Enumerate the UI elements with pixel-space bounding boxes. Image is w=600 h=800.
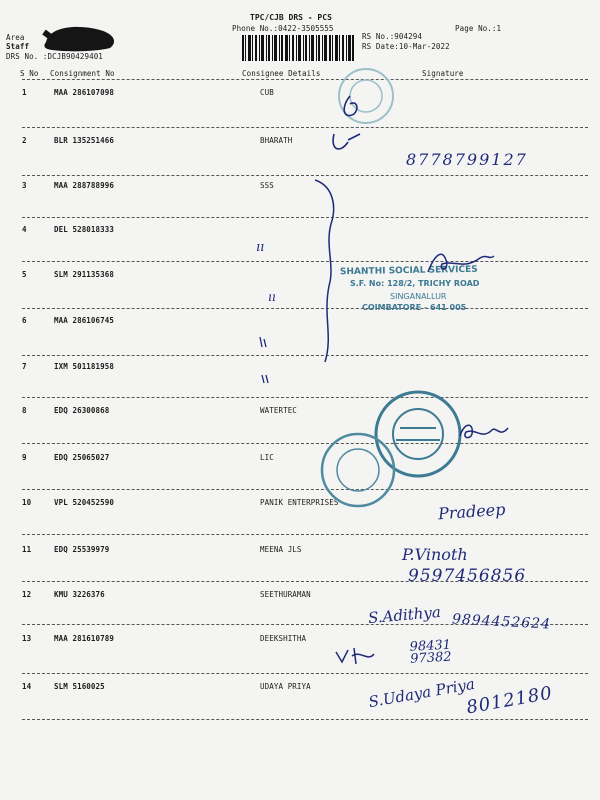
signature-row-10: Pradeep — [437, 499, 506, 524]
staff-label: Staff — [6, 42, 30, 51]
signature-mark-row-8 — [456, 418, 516, 444]
phone-number: Phone No.:0422-3505555 — [232, 24, 334, 33]
redaction-mark — [40, 22, 120, 52]
handwritten-phone-2: 9597456856 — [408, 566, 527, 586]
column-header-sno: S No — [20, 69, 39, 78]
rs-date: RS Date:10-Mar-2022 — [362, 42, 450, 51]
row-11-consignee: MEENA JLS — [260, 545, 302, 554]
rs-number: RS No.:904294 — [362, 32, 422, 41]
row-13-sno: 13 — [22, 634, 32, 643]
handwritten-phone-1: 8778799127 — [406, 150, 528, 169]
handwritten-phone-4: 98431 97382 — [409, 637, 453, 667]
row-2-consignee: BHARATH — [260, 136, 293, 145]
signature-mark-row-5 — [420, 240, 500, 280]
column-header-signature: Signature — [422, 69, 464, 78]
row-4-consignment: DEL 528018333 — [54, 225, 114, 234]
row-10-consignment: VPL 520452590 — [54, 498, 114, 507]
row-3-sno: 3 — [22, 181, 27, 190]
row-6-consignment: MAA 286106745 — [54, 316, 114, 325]
stamp-line-2: S.F. No: 128/2, TRICHY ROAD — [350, 279, 480, 288]
row-5-consignment: SLM 291135368 — [54, 270, 114, 279]
drs-number: DRS No. :DCJB90429401 — [6, 52, 103, 61]
barcode — [242, 35, 356, 63]
row-12-sno: 12 — [22, 590, 32, 599]
signature-row-14: S.Udaya Priya — [367, 674, 477, 712]
row-9-sno: 9 — [22, 453, 27, 462]
row-1-consignee: CUB — [260, 88, 274, 97]
signature-mark-row-1-2 — [320, 90, 380, 160]
row-14-consignee: UDAYA PRIYA — [260, 682, 311, 691]
row-3-consignee: SSS — [260, 181, 274, 190]
row-11-sno: 11 — [22, 545, 32, 554]
document-title: TPC/CJB DRS - PCS — [250, 13, 332, 22]
row-9-consignment: EDQ 25065027 — [54, 453, 110, 462]
ditto-bracket-mark — [305, 176, 345, 366]
circular-stamp-icon — [318, 430, 398, 510]
signature-row-12: S.Adithya — [367, 602, 442, 628]
handwritten-phone-5: 8012180 — [464, 682, 555, 719]
row-4-sno: 4 — [22, 225, 27, 234]
stamp-line-3: SINGANALLUR — [390, 292, 447, 301]
ditto-tick-mark — [256, 335, 276, 385]
column-header-consignee: Consignee Details — [242, 69, 321, 78]
row-13-consignee: DEEKSHITHA — [260, 634, 307, 643]
page-number: Page No.:1 — [455, 24, 502, 33]
row-3-consignment: MAA 288788996 — [54, 181, 114, 190]
row-2-sno: 2 — [22, 136, 27, 145]
stamp-line-4: COIMBATORE - 641 005 — [362, 303, 467, 312]
row-8-consignee: WATERTEC — [260, 406, 297, 415]
row-1-sno: 1 — [22, 88, 27, 97]
row-8-sno: 8 — [22, 406, 27, 415]
ditto-mark: ıı — [256, 240, 265, 255]
ditto-mark: ıı — [268, 290, 276, 304]
row-14-sno: 14 — [22, 682, 32, 691]
row-7-consignment: IXM 501181958 — [54, 362, 114, 371]
row-5-sno: 5 — [22, 270, 27, 279]
row-12-consignee: SEETHURAMAN — [260, 590, 311, 599]
row-10-sno: 10 — [22, 498, 32, 507]
row-6-sno: 6 — [22, 316, 27, 325]
handwritten-phone-3: 9894452624 — [451, 611, 552, 633]
row-9-consignee: LIC — [260, 453, 274, 462]
signature-mark-row-13 — [330, 640, 380, 670]
signature-row-11: P.Vinoth — [402, 545, 468, 564]
row-11-consignment: EDQ 25539979 — [54, 545, 110, 554]
row-10-consignee: PANIK ENTERPRISES — [260, 498, 339, 507]
row-14-consignment: SLM 5160025 — [54, 682, 105, 691]
row-1-consignment: MAA 286107098 — [54, 88, 114, 97]
row-13-consignment: MAA 281610789 — [54, 634, 114, 643]
column-header-consignment: Consignment No — [50, 69, 115, 78]
row-8-consignment: EDQ 26300868 — [54, 406, 110, 415]
row-2-consignment: BLR 135251466 — [54, 136, 114, 145]
row-12-consignment: KMU 3226376 — [54, 590, 105, 599]
stamp-line-1: SHANTHI SOCIAL SERVICES — [339, 264, 478, 278]
area-label: Area — [6, 33, 25, 42]
row-7-sno: 7 — [22, 362, 27, 371]
